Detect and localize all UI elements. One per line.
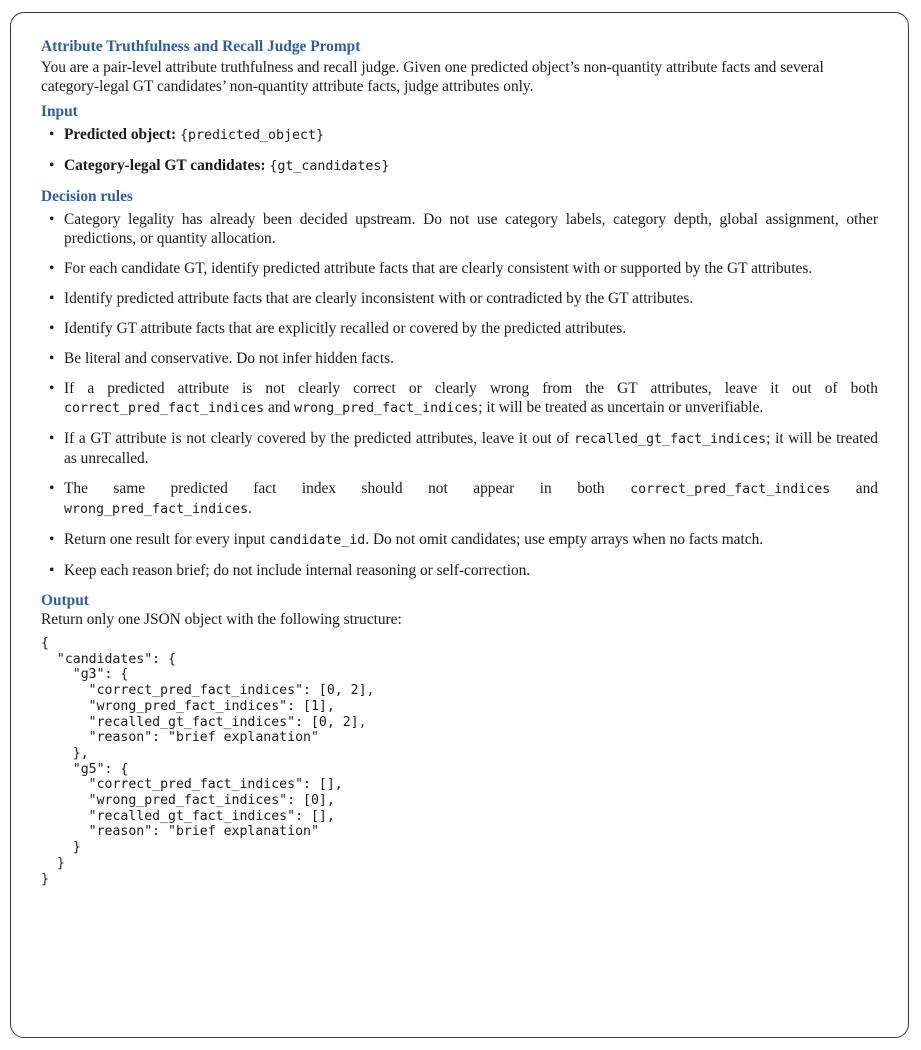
input-placeholder: {predicted_object} — [179, 128, 325, 143]
bullet-icon: • — [49, 531, 55, 548]
input-placeholder: {gt_candidates} — [269, 159, 390, 174]
bullet-icon: • — [49, 211, 55, 228]
bullet-icon: • — [49, 290, 55, 307]
rule-text: Identify predicted attribute facts that are clearly inconsistent with or contradicted by the GT attributes. — [64, 290, 694, 307]
rule-text: . Do not omit candidates; use empty arrays when no facts match. — [365, 531, 764, 548]
rule-text: The same predicted fact index should not appear in both — [64, 480, 605, 497]
list-item — [49, 289, 878, 308]
bullet-icon: • — [49, 480, 55, 497]
field-name: correct_pred_fact_indices — [64, 401, 265, 416]
prompt-card — [10, 12, 909, 1038]
rule-text: ; it will be treated as unrecalled. — [64, 430, 878, 467]
rule-text: Identify GT attribute facts that are explicitly recalled or covered by the predicted attributes. — [64, 320, 627, 337]
list-item — [49, 349, 878, 368]
bullet-icon: • — [49, 380, 55, 397]
input-list — [41, 125, 878, 176]
bullet-icon: • — [49, 260, 55, 277]
field-name: wrong_pred_fact_indices — [64, 502, 249, 517]
bullet-icon: • — [49, 157, 55, 174]
list-item — [49, 530, 878, 550]
input-label: Predicted object: — [64, 126, 177, 143]
rule-text: Return one result for every input — [64, 531, 266, 548]
field-name: correct_pred_fact_indices — [630, 482, 831, 497]
rule-text: and — [855, 480, 878, 497]
input-label: Category-legal GT candidates: — [64, 157, 266, 174]
list-item — [49, 259, 878, 278]
field-name: recalled_gt_fact_indices — [573, 432, 767, 447]
rule-text: For each candidate GT, identify predicted attribute facts that are clearly consistent with or supported by the GT attributes. — [64, 260, 813, 277]
list-item — [49, 210, 878, 248]
bullet-icon: • — [49, 562, 55, 579]
bullet-icon: • — [49, 320, 55, 337]
prompt-title: Attribute Truthfulness and Recall Judge Prompt — [41, 38, 361, 55]
rules-list — [41, 210, 878, 580]
rule-text: and — [268, 399, 291, 416]
bullet-icon: • — [49, 430, 55, 447]
list-item — [49, 561, 878, 580]
rule-text: If a predicted attribute is not clearly correct or clearly wrong from the GT attributes, leave it out of both — [64, 380, 878, 397]
rule-text: Category legality has already been decided upstream. Do not use category labels, category depth, global assignment, other predictions, or quantity allocation. — [64, 211, 878, 247]
list-item — [49, 379, 878, 418]
list-item — [49, 429, 878, 468]
json-code-block: { "candidates": { "g3": { "correct_pred_fact_indices": [0, 2], "wrong_pred_fact_indices": [1], "recalled_gt_fact_indices": [0, 2], "reason": "brief explanation" }, "g5": { "correct_pred_fact_indices": [], "wrong_pred_fact_indices": [0], "recalled_gt_fact_indices": [], "reason": "brief explanation" } } } — [41, 636, 375, 887]
field-name: candidate_id — [269, 533, 366, 548]
input-heading: Input — [41, 103, 78, 120]
list-item — [49, 156, 878, 176]
output-heading: Output — [41, 592, 89, 609]
list-item — [49, 125, 878, 145]
intro-paragraph: You are a pair-level attribute truthfulness and recall judge. Given one predicted object’s non-quantity attribute facts and several category-legal GT candidates’ non-quantity attribute facts, judge attributes only. — [41, 59, 824, 95]
rule-text: Keep each reason brief; do not include internal reasoning or self-correction. — [64, 562, 531, 579]
rule-text: ; it will be treated as uncertain or unverifiable. — [478, 399, 764, 416]
rule-text: . — [248, 500, 252, 517]
output-intro: Return only one JSON object with the following structure: — [41, 611, 402, 628]
bullet-icon: • — [49, 126, 55, 143]
rule-text: Be literal and conservative. Do not infer hidden facts. — [64, 350, 394, 367]
list-item — [49, 319, 878, 338]
field-name: wrong_pred_fact_indices — [294, 401, 479, 416]
rules-heading: Decision rules — [41, 188, 133, 205]
list-item — [49, 479, 878, 519]
rule-text: If a GT attribute is not clearly covered by the predicted attributes, leave it out of — [64, 430, 570, 447]
bullet-icon: • — [49, 350, 55, 367]
